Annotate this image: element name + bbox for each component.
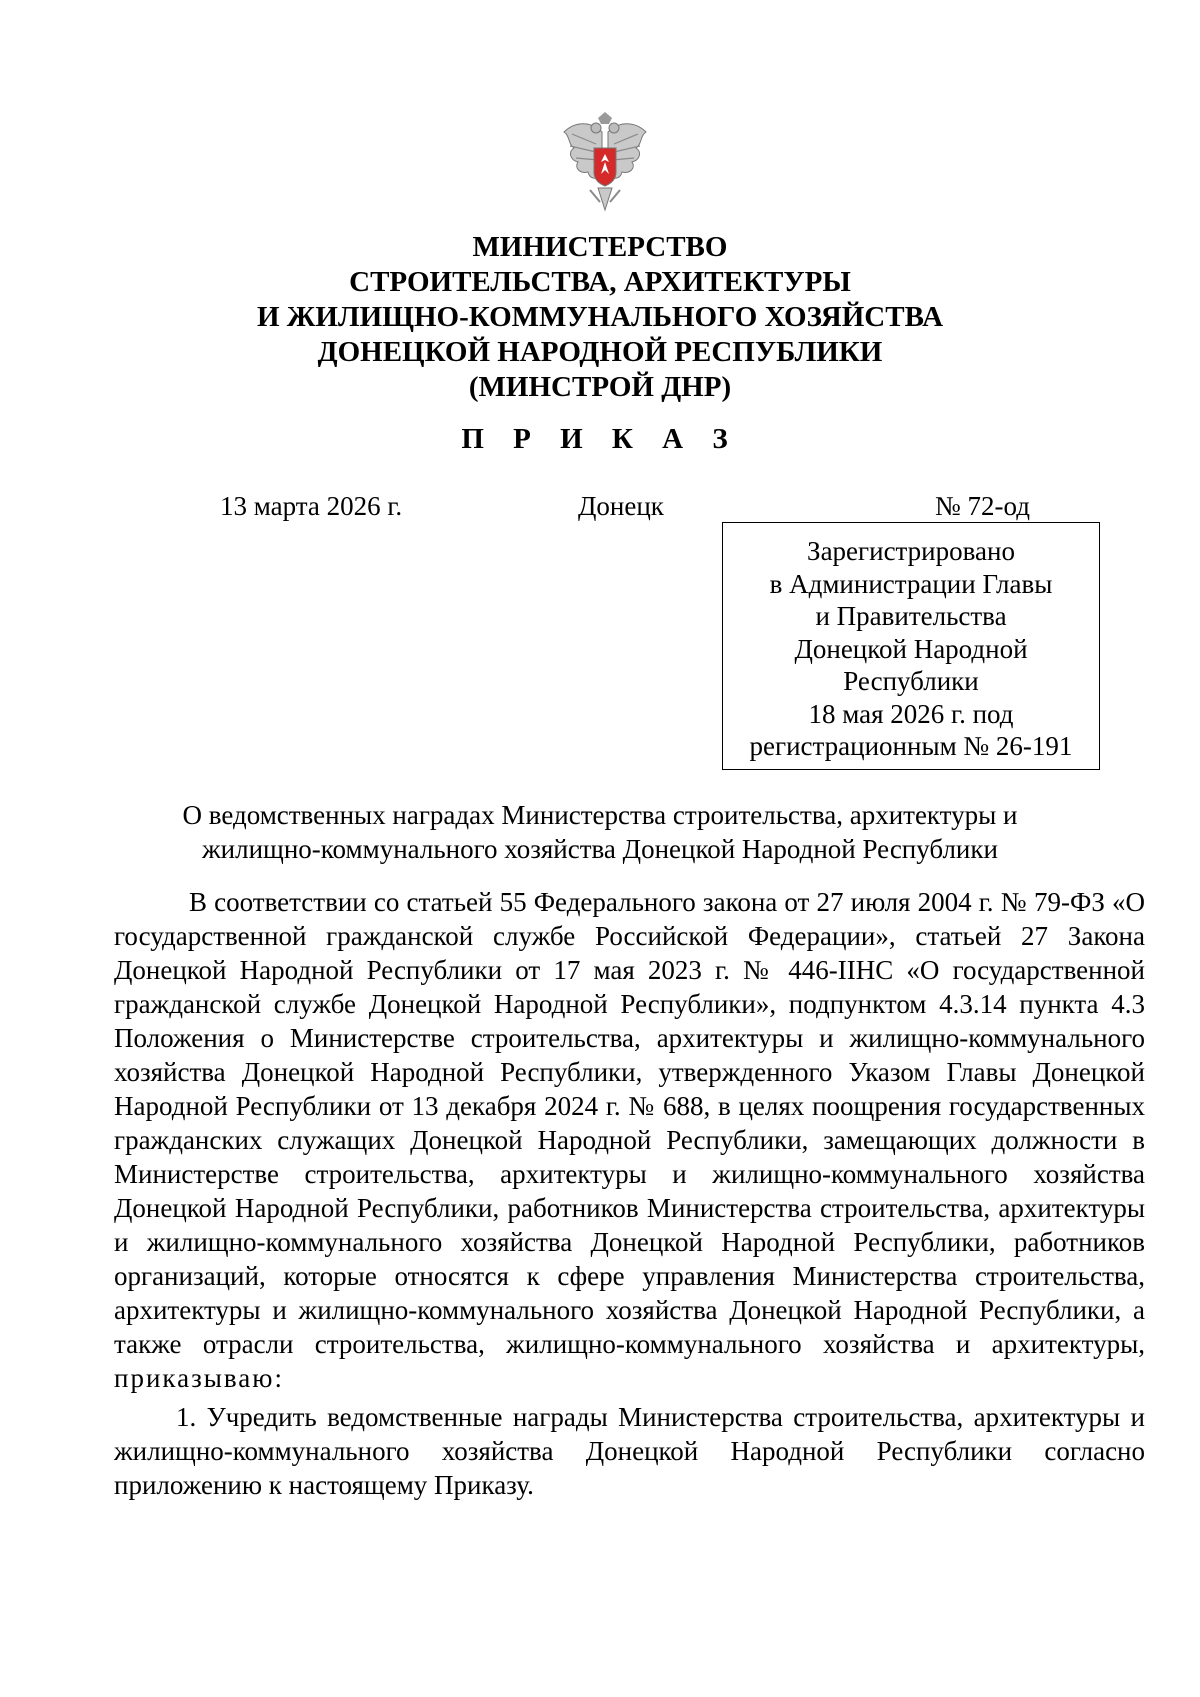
registration-line: регистрационным № 26-191 bbox=[749, 731, 1073, 761]
header-line-5: (МИНСТРОЙ ДНР) bbox=[468, 371, 732, 403]
document-number: № 72-од bbox=[935, 491, 1030, 521]
document-date: 13 марта 2026 г. bbox=[220, 491, 403, 521]
document-subject bbox=[100, 798, 1100, 866]
registration-line: Донецкой Народной bbox=[794, 633, 1028, 664]
header-line-2: СТРОИТЕЛЬСТВА, АРХИТЕКТУРЫ bbox=[349, 266, 851, 298]
preamble-paragraph bbox=[114, 885, 1145, 1395]
document-city: Донецк bbox=[578, 491, 664, 521]
registration-line: 18 мая 2026 г. под bbox=[808, 698, 1014, 729]
header-line-4: ДОНЕЦКОЙ НАРОДНОЙ РЕСПУБЛИКИ bbox=[317, 336, 883, 368]
point-1-paragraph: 1. Учредить ведомственные награды Министерства строительства, архитектуры и жилищно-коммунального хозяйства Донецкой Народной Республики согласно приложению к настоящему Приказу. bbox=[114, 1402, 1145, 1500]
order-word: приказываю: bbox=[114, 1363, 284, 1393]
registration-stamp bbox=[722, 522, 1100, 770]
header-line-3: И ЖИЛИЩНО-КОММУНАЛЬНОГО ХОЗЯЙСТВА bbox=[256, 301, 944, 333]
registration-line: Республики bbox=[843, 666, 979, 696]
subject-line-1: О ведомственных наградах Министерства строительства, архитектуры и bbox=[182, 800, 1018, 830]
registration-line: в Администрации Главы bbox=[769, 568, 1053, 599]
registration-line: и Правительства bbox=[815, 601, 1007, 631]
header-line-1: МИНИСТЕРСТВО bbox=[472, 231, 728, 263]
document-type: П Р И К А З bbox=[461, 423, 739, 455]
dnr-coat-of-arms-icon bbox=[560, 110, 650, 220]
ministry-header bbox=[100, 230, 1100, 405]
registration-line: Зарегистрировано bbox=[807, 536, 1015, 566]
subject-line-2: жилищно-коммунального хозяйства Донецкой Народной Республики bbox=[202, 834, 998, 864]
preamble-text: В соответствии со статьей 55 Федерального закона от 27 июля 2004 г. № 79-ФЗ «О государственной гражданской службе Российской Федерации», статьей 27 Закона Донецкой Народной Республики от 17 мая 2023 г. № 446-IIНС «О государственной гражданской службе Донецкой Народной Республики», подпунктом 4.3.14 пункта 4.3 Положения о Министерстве строительства, архитектуры и жилищно-коммунального хозяйства Донецкой Народной Республики, утвержденного Указом Главы Донецкой Народной Республики от 13 декабря 2024 г. № 688, в целях поощрения государственных гражданских служащих Донецкой Народной Республики, замещающих должности в Министерстве строительства, архитектуры и жилищно-коммунального хозяйства Донецкой Народной Республики, работников Министерства строительства, архитектуры и жилищно-коммунального хозяйства Донецкой Народной Республики, работников организаций, которые относятся к сфере управления Министерства строительства, архитектуры и жилищно-коммунального хозяйства Донецкой Народной Республики, а также отрасли строительства, жилищно-коммунального хозяйства и архитектуры, bbox=[114, 887, 1145, 1359]
